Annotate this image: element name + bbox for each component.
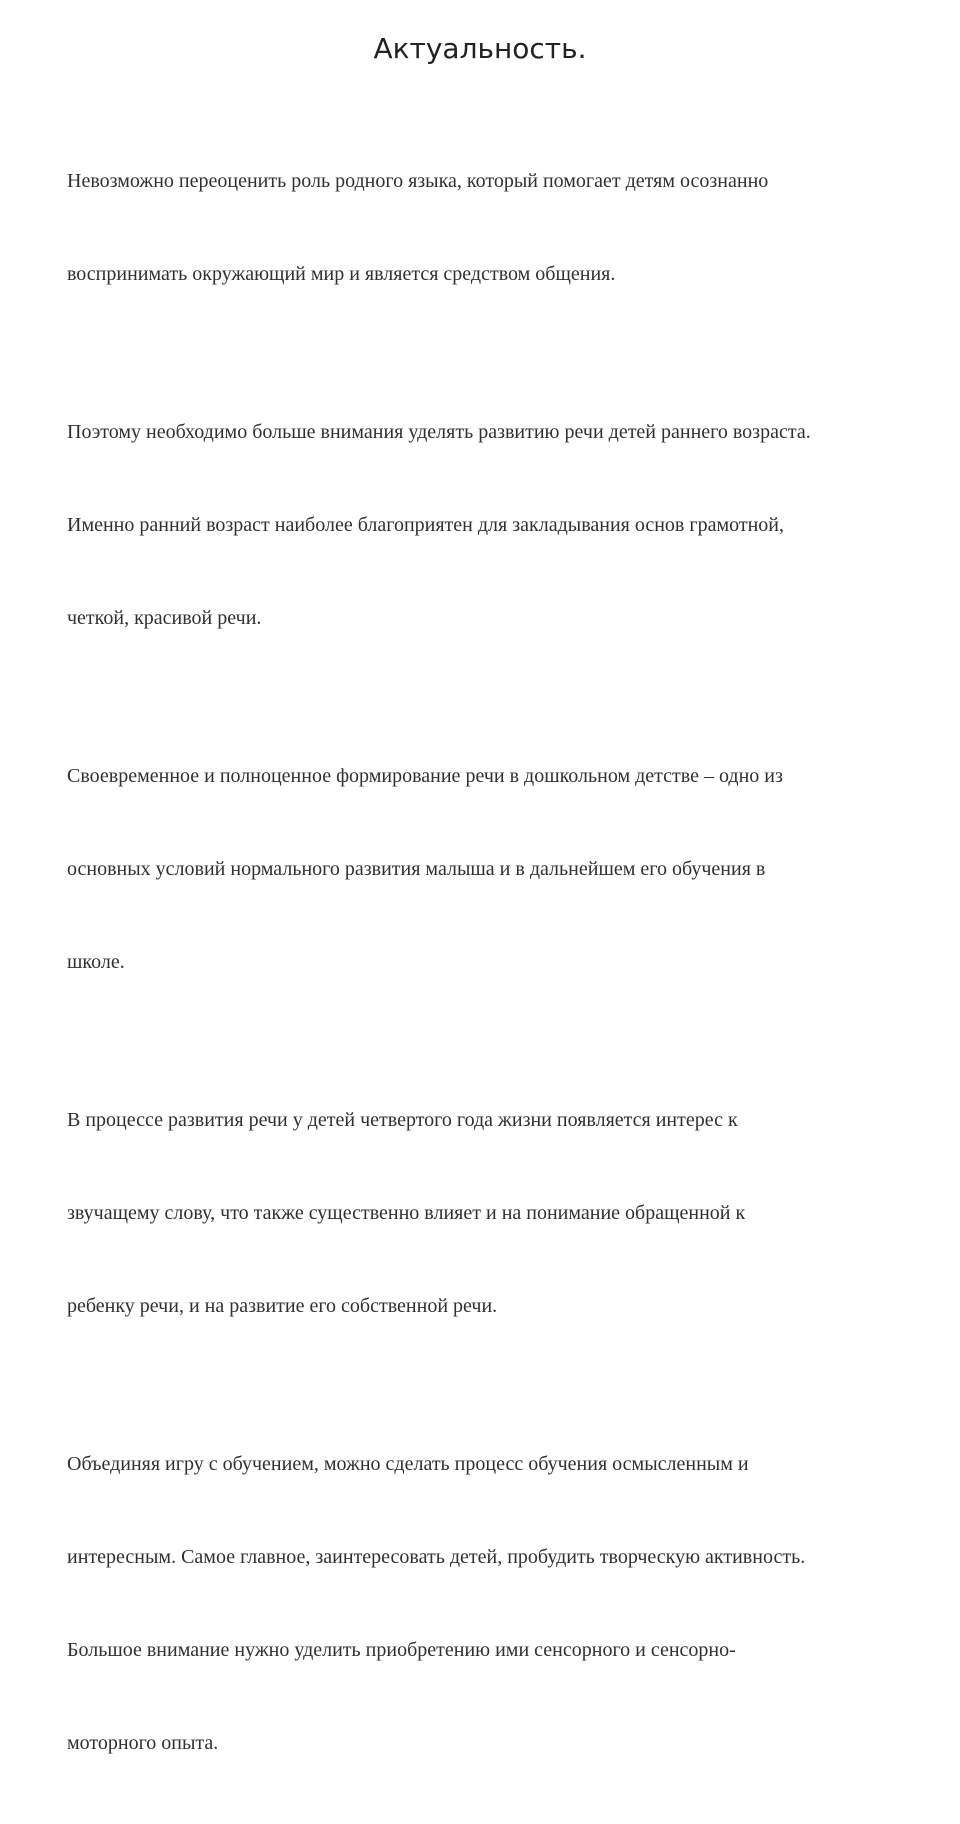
- paragraph-1: [67, 104, 897, 352]
- paragraph-line: звучащему слову, что также существенно влияет и на понимание обращенной к: [67, 1202, 746, 1224]
- paragraph-2: [67, 355, 897, 696]
- paragraph-line: Своевременное и полноценное формирование речи в дошкольном детстве – одно из: [67, 765, 783, 787]
- paragraph-line: Поэтому необходимо больше внимания уделять развитию речи детей раннего возраста.: [67, 421, 811, 443]
- slide-body: [67, 104, 897, 1824]
- paragraph-4: [67, 1043, 897, 1384]
- paragraph-line: Объединяя игру с обучением, можно сделать процесс обучения осмысленным и: [67, 1453, 749, 1475]
- paragraph-line: Большое внимание нужно уделить приобретению ими сенсорного и сенсорно-: [67, 1639, 736, 1661]
- paragraph-3: [67, 699, 897, 1040]
- paragraph-line: основных условий нормального развития малыша и в дальнейшем его обучения в: [67, 858, 766, 880]
- paragraph-5: [67, 1387, 897, 1821]
- paragraph-line: Именно ранний возраст наиболее благоприятен для закладывания основ грамотной,: [67, 514, 784, 536]
- paragraph-line: моторного опыта.: [67, 1732, 219, 1754]
- slide-title: Актуальность.: [373, 32, 587, 65]
- paragraph-line: интересным. Самое главное, заинтересовать детей, пробудить творческую активность.: [67, 1546, 806, 1568]
- paragraph-line: ребенку речи, и на развитие его собственной речи.: [67, 1295, 498, 1317]
- paragraph-line: четкой, красивой речи.: [67, 607, 262, 629]
- paragraph-line: В процессе развития речи у детей четвертого года жизни появляется интерес к: [67, 1109, 738, 1131]
- paragraph-line: школе.: [67, 951, 125, 973]
- paragraph-line: Невозможно переоценить роль родного языка, который помогает детям осознанно: [67, 170, 769, 192]
- paragraph-line: воспринимать окружающий мир и является средством общения.: [67, 263, 616, 285]
